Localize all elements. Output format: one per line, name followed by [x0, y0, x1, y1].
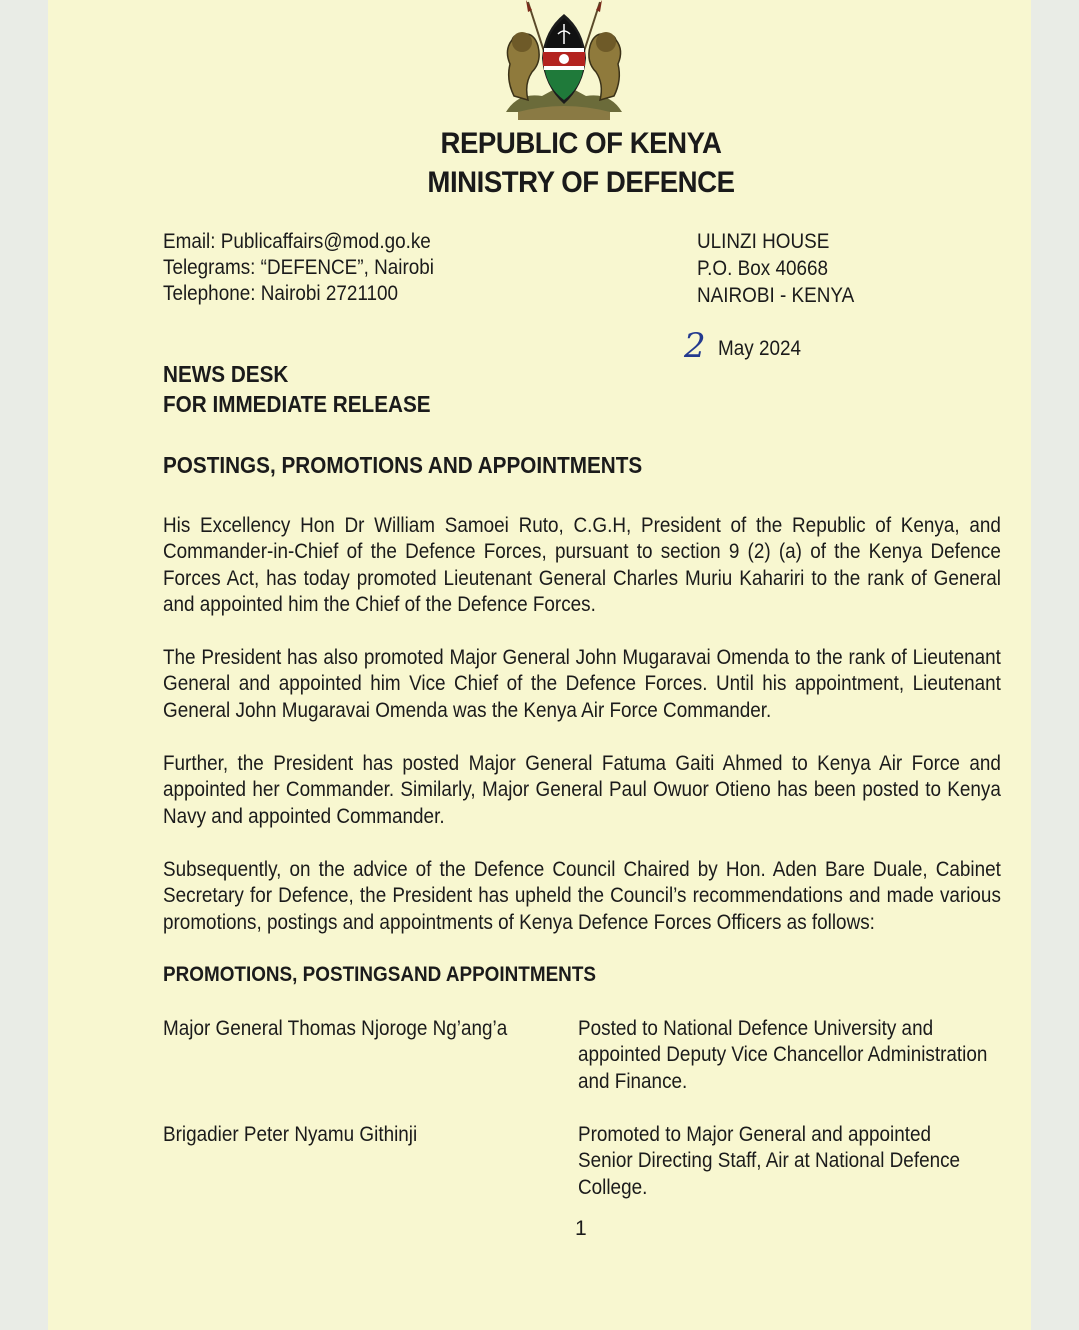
- date-month-year: May 2024: [718, 337, 802, 360]
- paragraph-4: Subsequently, on the advice of the Defence Council Chaired by Hon. Aden Bare Duale, Cabinet Secretary for Defence, the President has upheld the Council’s recommendations and made various promotions, postings and appointments of Kenya Defence Forces Officers as follows:: [163, 858, 1001, 934]
- officer-name-1: Major General Thomas Njoroge Ng’ang’a: [163, 1017, 508, 1040]
- contact-telegrams: Telegrams: “DEFENCE”, Nairobi: [163, 256, 434, 279]
- address-building: ULINZI HOUSE: [697, 230, 830, 253]
- section-heading: PROMOTIONS, POSTINGSAND APPOINTMENTS: [163, 963, 596, 986]
- paragraph-2: The President has also promoted Major General John Mugaravai Omenda to the rank of Lieutenant General and appointed him Vice Chief of the Defence Forces. Until his appointment, Lieutenant General John Mugaravai Omenda was the Kenya Air Force Commander.: [163, 646, 1001, 722]
- contact-email: Email: Publicaffairs@mod.go.ke: [163, 230, 431, 253]
- address-city: NAIROBI - KENYA: [697, 284, 855, 307]
- kenya-coat-of-arms-icon: [498, 0, 630, 124]
- page-number: 1: [575, 1217, 587, 1240]
- document-title: POSTINGS, PROMOTIONS AND APPOINTMENTS: [163, 452, 643, 478]
- release-status: FOR IMMEDIATE RELEASE: [163, 391, 431, 417]
- paragraph-1: His Excellency Hon Dr William Samoei Ruto, C.G.H, President of the Republic of Kenya, and Commander-in-Chief of the Defence Forces, pursuant to section 9 (2) (a) of the Kenya Defence Forces Act, has today promoted Lieutenant General Charles Muriu Kahariri to the rank of General and appointed him the Chief of the Defence Forces.: [163, 514, 1001, 616]
- paragraph-3: Further, the President has posted Major General Fatuma Gaiti Ahmed to Kenya Air Force and appointed her Commander. Similarly, Major General Paul Owuor Otieno has been posted to Kenya Navy and appointed Commander.: [163, 752, 1001, 828]
- officer-posting-2: Promoted to Major General and appointed Senior Directing Staff, Air at National Defence College.: [578, 1123, 961, 1199]
- country-heading: REPUBLIC OF KENYA: [440, 127, 722, 160]
- address-box: P.O. Box 40668: [697, 257, 829, 280]
- ministry-heading: MINISTRY OF DEFENCE: [427, 166, 735, 199]
- contact-telephone: Telephone: Nairobi 2721100: [163, 282, 399, 305]
- handwritten-day: 2: [684, 326, 706, 366]
- officer-name-2: Brigadier Peter Nyamu Githinji: [163, 1123, 418, 1146]
- news-desk-label: NEWS DESK: [163, 361, 289, 387]
- officer-posting-1: Posted to National Defence University and appointed Deputy Vice Chancellor Administration and Finance.: [578, 1017, 988, 1093]
